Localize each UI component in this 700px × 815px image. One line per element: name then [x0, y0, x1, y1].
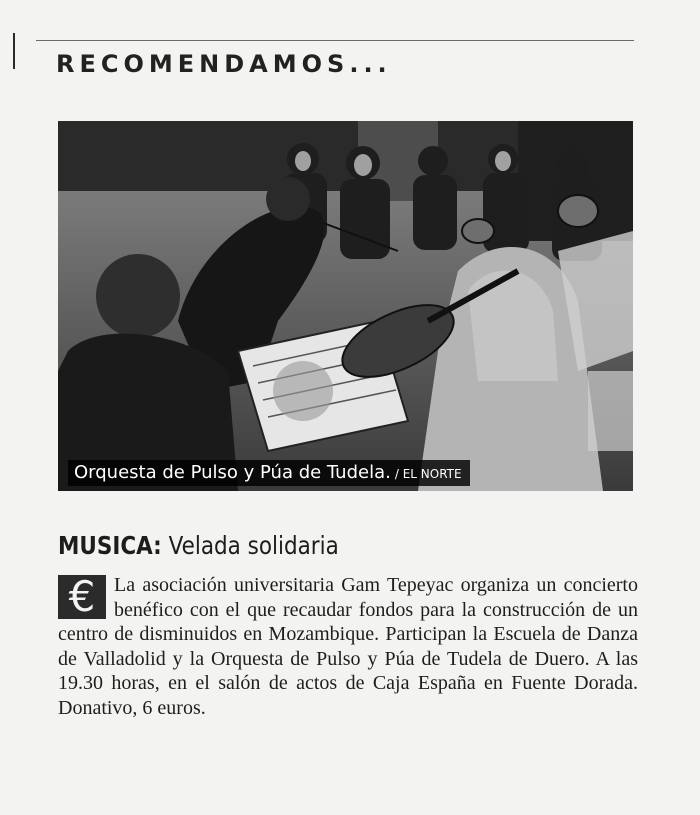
caption-text: Orquesta de Pulso y Púa de Tudela.	[74, 462, 391, 483]
section-header: RECOMENDAMOS...	[56, 50, 392, 78]
headline-kicker: MUSICA:	[58, 531, 162, 560]
article-headline	[58, 531, 339, 560]
orchestra-photo	[58, 121, 633, 491]
top-rule	[36, 40, 634, 41]
article-body	[58, 573, 638, 720]
photo-illustration	[58, 121, 633, 491]
article-body-text: La asociación universitaria Gam Tepeyac organiza un concierto benéfico con el que recaudar fondos para la construcción de un centro de disminuidos en Mozambique. Participan la Escuela de Danza de Valladolid y la Orquesta de Pulso y Púa de Tudela de Duero. A las 19.30 horas, en el salón de actos de Caja España en Fuente Dorada. Donativo, 6 euros.	[58, 574, 638, 719]
euro-icon: €	[58, 575, 106, 619]
headline-title: Velada solidaria	[168, 531, 339, 560]
scan-edge-mark	[13, 33, 15, 69]
photo-caption	[68, 460, 470, 486]
photo-credit: / EL NORTE	[394, 467, 462, 481]
